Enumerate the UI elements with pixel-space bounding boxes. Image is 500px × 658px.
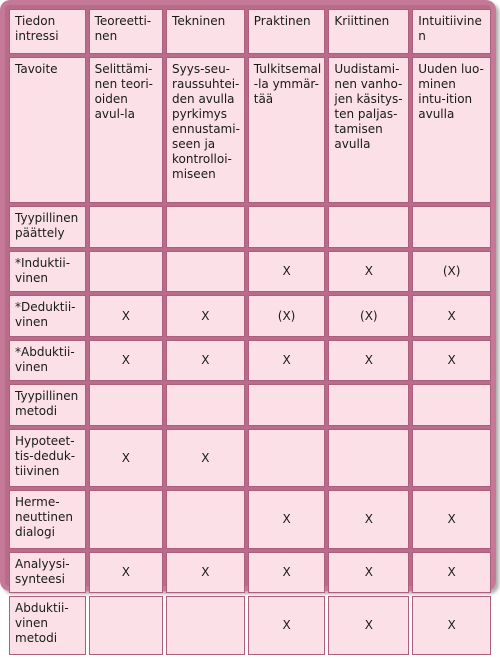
- table-cell: X: [166, 552, 245, 593]
- table-cell: [412, 429, 491, 487]
- table-cell: X: [89, 340, 163, 381]
- row-label: Tavoite: [9, 57, 86, 203]
- table-cell: [89, 251, 163, 292]
- table-cell: [166, 490, 245, 549]
- table-cell: X: [166, 429, 245, 487]
- table-cell: [328, 429, 409, 487]
- table-cell: X: [248, 340, 326, 381]
- table-cell: (X): [248, 295, 326, 337]
- table-row: [9, 596, 491, 655]
- table-cell: X: [412, 596, 491, 655]
- table-cell: X: [248, 251, 326, 292]
- header-cell-intuitiivinen: Intuitiivinen: [412, 9, 491, 54]
- table-cell: [328, 206, 409, 248]
- header-row: [9, 9, 491, 54]
- row-label: Abduktii-vinen metodi: [9, 596, 86, 655]
- table-cell: [166, 596, 245, 655]
- table-cell: X: [89, 429, 163, 487]
- table-cell: X: [89, 295, 163, 337]
- table-cell: X: [166, 340, 245, 381]
- table-cell: (X): [328, 295, 409, 337]
- table-cell: X: [412, 295, 491, 337]
- table-cell: [248, 206, 326, 248]
- header-cell-kriittinen: Kriittinen: [328, 9, 409, 54]
- table-cell: X: [412, 490, 491, 549]
- table-cell: [166, 206, 245, 248]
- knowledge-interest-table: [6, 6, 494, 658]
- table-cell: X: [328, 340, 409, 381]
- row-label: Hypoteet-tis-deduk-tiivinen: [9, 429, 86, 487]
- header-cell-tekninen: Tekninen: [166, 9, 245, 54]
- row-label: Tyypillinen metodi: [9, 384, 86, 426]
- table-cell: [89, 490, 163, 549]
- table-cell: X: [412, 340, 491, 381]
- table-cell: X: [328, 490, 409, 549]
- table-row: [9, 429, 491, 487]
- table-cell: [89, 596, 163, 655]
- table-row: [9, 206, 491, 248]
- goal-cell: Syys-seu-raussuhtei-den avulla pyrkimys ennustami-seen ja kontrolloi-miseen: [166, 57, 245, 203]
- table-row: [9, 340, 491, 381]
- row-label: Tyypillinen päättely: [9, 206, 86, 248]
- table-cell: X: [328, 596, 409, 655]
- table-cell: [328, 384, 409, 426]
- table-row: [9, 384, 491, 426]
- table-cell: [89, 206, 163, 248]
- row-label: *Induktii-vinen: [9, 251, 86, 292]
- goal-cell: Uudistami-nen vanho-jen käsitys-ten paljas-tamisen avulla: [328, 57, 409, 203]
- row-label: Herme-neuttinen dialogi: [9, 490, 86, 549]
- table-cell: X: [248, 596, 326, 655]
- table-row: [9, 552, 491, 593]
- row-label: *Deduktii-vinen: [9, 295, 86, 337]
- goal-cell: Selittämi-nen teori-oiden avul-la: [89, 57, 163, 203]
- table-cell: X: [89, 552, 163, 593]
- table-cell: [166, 251, 245, 292]
- header-cell-teoreettinen: Teoreetti-nen: [89, 9, 163, 54]
- table-cell: [412, 206, 491, 248]
- goal-cell: Uuden luo-minen intu-ition avulla: [412, 57, 491, 203]
- table-cell: [89, 384, 163, 426]
- header-corner-cell: Tiedon intressi: [9, 9, 86, 54]
- table-row: [9, 295, 491, 337]
- table-cell: X: [248, 552, 326, 593]
- table-row: [9, 251, 491, 292]
- header-cell-praktinen: Praktinen: [248, 9, 326, 54]
- goal-row: [9, 57, 491, 203]
- goal-cell: Tulkitsemal-la ymmär-tää: [248, 57, 326, 203]
- table-cell: X: [412, 552, 491, 593]
- row-label: *Abduktii-vinen: [9, 340, 86, 381]
- table-cell: X: [328, 552, 409, 593]
- table-cell: [166, 384, 245, 426]
- table-row: [9, 490, 491, 549]
- table-cell: X: [166, 295, 245, 337]
- table-cell: [412, 384, 491, 426]
- table-cell: X: [248, 490, 326, 549]
- row-label: Analyysi-synteesi: [9, 552, 86, 593]
- table-cell: [248, 429, 326, 487]
- table-cell: X: [328, 251, 409, 292]
- table-cell: [248, 384, 326, 426]
- table-cell: (X): [412, 251, 491, 292]
